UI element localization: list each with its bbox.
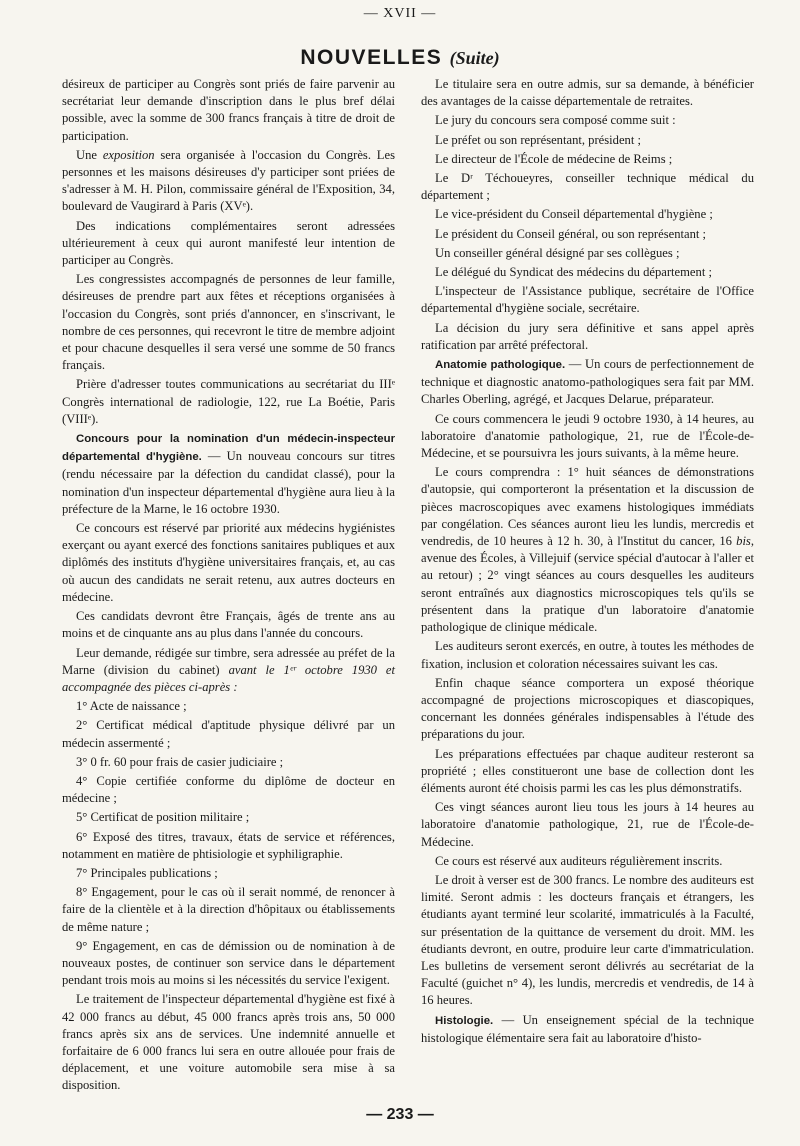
list-item: Le délégué du Syndicat des médecins du département ; — [435, 265, 712, 280]
page-number: — 233 — — [366, 1106, 434, 1123]
list-item: 8° Engagement, pour le cas où il serait nommé, de renoncer à faire de la clientèle et à la direction d'hôpitaux ou établissements de même nature ; — [62, 885, 395, 934]
left-column — [62, 76, 395, 1097]
list-item: L'inspecteur de l'Assistance publique, secrétaire de l'Office départemental d'hygiène sociale, secrétaire. — [421, 284, 754, 316]
paragraph: Des indications complémentaires seront adressées ultérieurement à ceux qui auront manifesté leur intention de participer au Congrès. — [62, 218, 395, 268]
paragraph: Ce cours est réservé aux auditeurs régulièrement inscrits. — [435, 853, 723, 868]
list-item: 6° Exposé des titres, travaux, états de service et références, notamment en matière de phtisiologie et syphiligraphie. — [62, 829, 395, 861]
paragraph: Ces candidats devront être Français, âgés de trente ans au moins et de cinquante ans au plus dans l'année du concours. — [62, 609, 395, 641]
list-item: 3° 0 fr. 60 pour frais de casier judiciaire ; — [76, 754, 284, 769]
paragraph: Une exposition sera organisée à l'occasion du Congrès. Les personnes et les maisons désireuses d'y participer sont priées de s'adresser à M. H. Pilon, commissaire général de l'Exposition, 34, boulevard de Vaugirard à Paris (XVᵉ). — [62, 147, 395, 214]
paragraph: Le droit à verser est de 300 francs. Le nombre des auditeurs est limité. Seront admis : les docteurs français et étrangers, les étudiants ayant terminé leur scolarité, immatriculés à la Faculté, sur présentation de la quittance de versement du droit. MM. les étudiants devront, en outre, produire leur carte d'immatriculation. Les bulletins de versement seront délivrés au secrétariat de la Faculté (guichet n° 4), les lundis, mercredis et vendredis, de 14 à 16 heures. — [421, 872, 754, 1008]
paragraph: Ce cours commencera le jeudi 9 octobre 1930, à 14 heures, au laboratoire d'anatomie pathologique, 21, rue de l'École-de-Médecine, et se poursuivra les jours suivants, à la même heure. — [421, 411, 754, 461]
list-item: 1° Acte de naissance ; — [76, 699, 187, 714]
roman-page-number: — XVII — — [363, 6, 437, 21]
list-item: Le directeur de l'École de médecine de Reims ; — [435, 151, 673, 166]
paragraph: Le cours comprendra : 1° huit séances de démonstrations d'autopsie, qui comporteront la présentation et la discussion de pièces macroscopiques avec examens histologiques immédiats par congélation. Ces séances auront lieu les lundis, mercredis et vendredis, de 10 heures à 12 h. 30, à l'Institut du cancer, 16 bis, avenue des Écoles, à Villejuif (service spécial d'autocar à l'aller et au retour) ; 2° vingt séances au cours desquelles les auditeurs seront entraînés aux diagnostics microscopiques tels qu'ils se présentent dans la pratique d'un laboratoire d'anatomie pathologique de clinique médicale. — [421, 465, 754, 635]
paragraph: Le titulaire sera en outre admis, sur sa demande, à bénéficier des avantages de la caisse départementale de retraites. — [421, 77, 754, 109]
paragraph: Les préparations effectuées par chaque auditeur resteront sa propriété ; elles constitueront une base de collection dont les éléments auront été choisis parmi les cas les plus démonstratifs. — [421, 746, 754, 795]
section-title-main: NOUVELLES — [300, 46, 443, 69]
paragraph: Concours pour la nomination d'un médecin-inspecteur départemental d'hygiène. — Un nouveau concours sur titres (rendu nécessaire par la défection du candidat classé), pour la nomination d'un inspecteur départemental d'hygiène aura lieu à la préfecture de la Marne, le 16 octobre 1930. — [62, 433, 396, 516]
paragraph: Ce concours est réservé par priorité aux médecins hygiénistes exerçant ou ayant exercé des fonctions sanitaires publiques et aux diplômés des instituts d'hygiène universitaires français, et, au cas où aucun des candidats ne serait retenu, aux autres docteurs en médecine. — [62, 521, 395, 604]
list-item: Un conseiller général désigné par ses collègues ; — [435, 245, 680, 260]
list-item: Le Dʳ Téchoueyres, conseiller technique médical du département ; — [421, 171, 754, 203]
paragraph: Le traitement de l'inspecteur départemental d'hygiène est fixé à 42 000 francs au début, 45 000 francs après trois ans, 50 000 francs après six ans de services. Une indemnité annuelle et forfaitaire de 6 000 francs lui sera en outre allouée pour frais de déplacement, et une voiture automobile sera mise à sa disposition. — [62, 992, 395, 1093]
paragraph: Enfin chaque séance comportera un exposé théorique accompagné de projections microscopiques et diascopiques, concernant les données générales indispensables à l'étude des préparations du jour. — [421, 675, 754, 742]
list-item: 9° Engagement, en cas de démission ou de nomination à de nouveaux postes, de continuer son service dans le département pendant trois mois au moins si les nécessités du service l'exigent. — [62, 938, 395, 988]
list-item: Le préfet ou son représentant, président ; — [435, 132, 641, 147]
section-lead: Histologie. — [435, 1014, 494, 1027]
paragraph: désireux de participer au Congrès sont priés de faire parvenir au secrétariat leur demande d'inscription dans le plus bref délai possible, avec la somme de 300 francs français à titre de droit de participation. — [62, 77, 395, 143]
list-item: Le vice-président du Conseil départemental d'hygiène ; — [435, 207, 713, 222]
list-item: 7° Principales publications ; — [76, 865, 218, 880]
list-item: 4° Copie certifiée conforme du diplôme de docteur en médecine ; — [62, 773, 395, 806]
section-lead: Concours pour la nomination d'un médecin-inspecteur départemental d'hygiène. — [62, 433, 395, 464]
list-item: 5° Certificat de position militaire ; — [76, 810, 250, 825]
paragraph: Leur demande, rédigée sur timbre, sera adressée au préfet de la Marne (division du cabinet) avant le 1ᵉʳ octobre 1930 et accompagnée des pièces ci-après : — [62, 645, 395, 694]
paragraph: La décision du jury sera définitive et sans appel après ratification par arrêté préfectoral. — [421, 320, 754, 352]
paragraph: Anatomie pathologique. — Un cours de perfectionnement de technique et diagnostic anatomo-pathologiques sera fait par MM. Charles Oberling, agrégé, et Jacques Delarue, préparateur. — [421, 357, 754, 407]
paragraph: Histologie. — Un enseignement spécial de la technique histologique élémentaire sera fait au laboratoire d'histo- — [421, 1012, 754, 1045]
section-lead: Anatomie pathologique. — [435, 359, 566, 372]
right-column — [421, 76, 754, 1049]
paragraph: Ces vingt séances auront lieu tous les jours à 14 heures au laboratoire d'anatomie pathologique, 21, rue de l'École-de-Médecine. — [421, 800, 754, 849]
paragraph: Prière d'adresser toutes communications au secrétariat du IIIᵉ Congrès international de radiologie, 122, rue La Boétie, Paris (VIIIᵉ). — [62, 377, 395, 426]
paragraph: Les congressistes accompagnés de personnes de leur famille, désireuses de prendre part aux fêtes et réceptions organisées à l'occasion du Congrès, sont priés d'annoncer, en s'inscrivant, le nombre de ces personnes, qui recevront le titre de membre adjoint et pour chacune desquelles il sera versé une somme de 50 francs français. — [62, 272, 395, 373]
list-item: Le président du Conseil général, ou son représentant ; — [435, 226, 707, 241]
list-item: 2° Certificat médical d'aptitude physique délivré par un médecin assermenté ; — [62, 718, 395, 750]
section-title-suffix: (Suite) — [449, 48, 500, 68]
paragraph: Les auditeurs seront exercés, en outre, à toutes les méthodes de fixation, inclusion et coloration nécessaires suivant les cas. — [421, 639, 754, 671]
section-title — [0, 46, 800, 70]
paragraph: Le jury du concours sera composé comme suit : — [435, 113, 676, 128]
